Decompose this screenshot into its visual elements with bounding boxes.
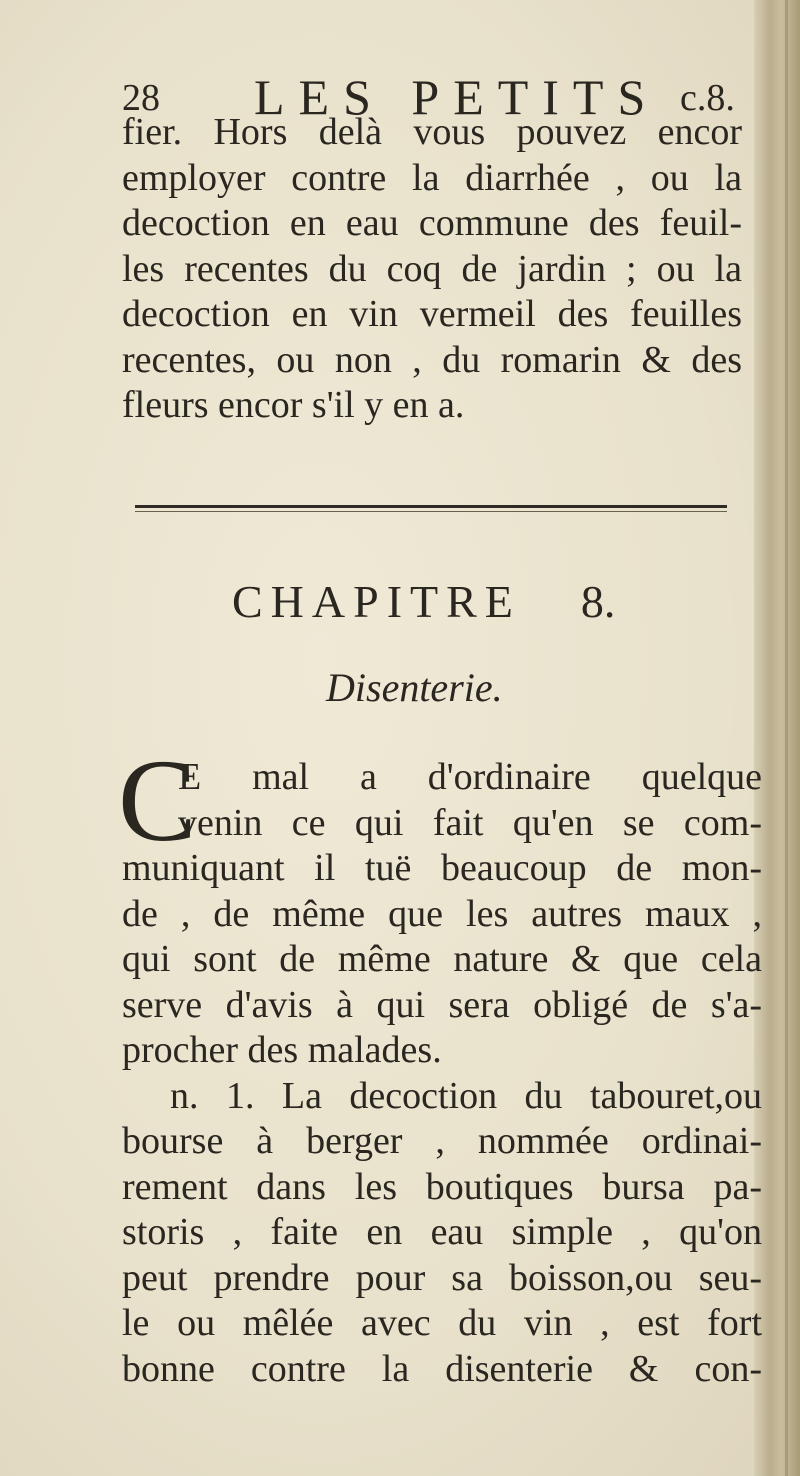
text-line: serve d'avis à qui sera obligé de s'a-: [122, 983, 762, 1026]
text-line: muniquant il tuë beaucoup de mon-: [122, 847, 762, 889]
text-line: storis , faite en eau simple , qu'on: [122, 1211, 762, 1253]
text-line: E mal a d'ordinaire quelque: [178, 756, 762, 798]
chapter-heading: [232, 575, 615, 628]
text-line: bourse à berger , nommée ordinai-: [122, 1120, 762, 1162]
text-line: fier. Hors delà vous pouvez encor: [122, 111, 742, 153]
text-line: bonne contre la disenterie & con-: [122, 1347, 762, 1390]
running-title: LES PETITS: [254, 69, 660, 125]
text-line: recentes, ou non , du romarin & des: [122, 338, 742, 381]
text-line: de , de même que les autres maux ,: [122, 892, 762, 935]
text-line: qui sont de même nature & que cela: [122, 938, 762, 980]
text-line: decoction en eau commune des feuil-: [122, 202, 742, 244]
chapter-heading-label: CHAPITRE: [232, 576, 521, 627]
chapter-number: 8.: [580, 576, 616, 627]
text-line: les recentes du coq de jardin ; ou la: [122, 247, 742, 290]
text-line: procher des malades.: [122, 1029, 442, 1071]
section-rule: [135, 505, 727, 508]
text-line: peut prendre pour sa boisson,ou seu-: [122, 1256, 762, 1299]
text-line: fleurs encor s'il y en a.: [122, 384, 465, 426]
gutter-edge: [785, 0, 788, 1476]
text-line: rement dans les boutiques bursa pa-: [122, 1165, 762, 1208]
page-number: 28: [122, 77, 160, 119]
chapter-title: Disenterie.: [326, 665, 503, 710]
paragraph-continuation: [122, 110, 742, 429]
text-line: le ou mêlée avec du vin , est fort: [122, 1302, 762, 1344]
text-line: venin ce qui fait qu'en se com-: [178, 801, 762, 844]
chapter-reference: c.8.: [680, 77, 735, 119]
section-rule-thin: [135, 511, 727, 512]
drop-cap: C: [118, 735, 197, 866]
chapter-body: [122, 755, 762, 1392]
text-line: decoction en vin vermeil des feuilles: [122, 293, 742, 335]
text-line: employer contre la diarrhée , ou la: [122, 156, 742, 199]
text-line: n. 1. La decoction du tabouret,ou: [170, 1074, 762, 1117]
